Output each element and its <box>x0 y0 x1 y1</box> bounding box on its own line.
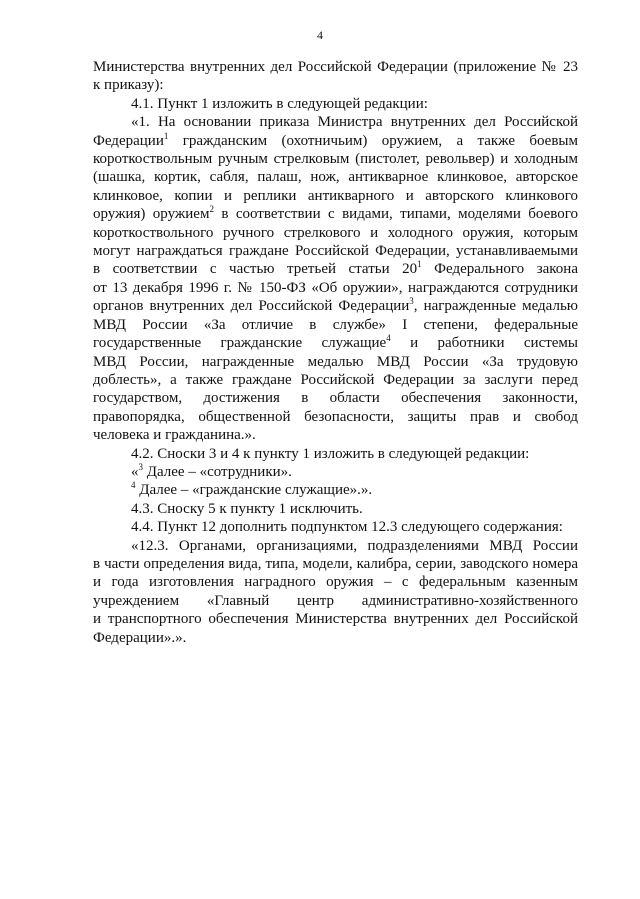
footnote-ref: 1 <box>163 130 169 141</box>
paragraph-4-1: 4.1. Пункт 1 изложить в следующей редакции: <box>131 95 428 112</box>
line: и транспортного обеспечения Министерства внутренних дел Российской <box>93 611 578 628</box>
line-part: гражданским (охотничьим) оружием, а также боевым <box>168 132 578 149</box>
quote-open: « <box>131 463 139 480</box>
footnote-ref: 3 <box>138 461 143 472</box>
line: и года изготовления наградного оружия – с федеральным казенным <box>93 574 578 591</box>
line-part: органов внутренних дел Российской Федерации <box>93 298 410 315</box>
line: Министерства внутренних дел Российской Федерации (приложение № 23 <box>93 59 578 75</box>
line: Федерации».». <box>93 629 187 646</box>
footnote-text: Далее – «гражданские служащие».». <box>135 482 373 499</box>
line <box>93 205 578 223</box>
paragraph-intro <box>93 58 578 95</box>
line: клинковое, копии и реплики антикварного и авторского клинкового <box>93 187 578 204</box>
line-part: в соответствии с частью третьей статьи 20 <box>93 261 418 278</box>
line-part: государственные гражданские служащие <box>93 335 387 352</box>
line <box>93 297 578 315</box>
line: могут награждаться граждане Российской Федерации, устанавливаемыми <box>93 243 578 260</box>
line: к приказу): <box>93 77 164 94</box>
line: «1. На основании приказа Министра внутренних дел Российской <box>131 114 578 131</box>
page-number: 4 <box>317 28 323 42</box>
line-part: Федерации <box>93 132 164 149</box>
footnote-ref: 4 <box>131 480 136 491</box>
paragraph-quoted-12-3 <box>93 537 578 647</box>
line <box>93 260 578 278</box>
line: доблесть», а также граждане Российской Федерации за заслуги перед <box>93 371 578 388</box>
paragraph-4-4: 4.4. Пункт 12 дополнить подпунктом 12.3 следующего содержания: <box>131 519 563 536</box>
line: короткоствольным ручным стрелковым (пистолет, револьвер) и холодным <box>93 151 578 168</box>
line-part: в соответствии с видами, типами, моделями боевого <box>213 206 578 223</box>
superscript: 1 <box>417 259 422 270</box>
line: человека и гражданина.». <box>93 427 256 444</box>
line: короткоствольного ручного стрелкового и холодного оружия, которым <box>93 224 578 241</box>
line: от 13 декабря 1996 г. № 150-ФЗ «Об оружии», награждаются сотрудники <box>93 279 578 296</box>
footnote-ref: 2 <box>209 204 214 215</box>
line-part: , награжденные медалью <box>413 298 578 315</box>
footnote-text: Далее – «сотрудники». <box>143 463 292 480</box>
paragraph-quoted-point-1 <box>93 113 578 444</box>
line: МВД России «За отличие в службе» I степени, федеральные <box>93 316 578 333</box>
line: правопорядка, общественной безопасности, защиты прав и свобод <box>93 408 578 425</box>
footnote-4-text <box>93 481 578 499</box>
line: (шашка, кортик, сабля, палаш, нож, антикварное клинковое, авторское <box>93 169 578 186</box>
paragraph-4-2: 4.2. Сноски 3 и 4 к пункту 1 изложить в следующей редакции: <box>131 445 530 462</box>
line: «12.3. Органами, организациями, подразделениями МВД России <box>131 537 578 554</box>
line <box>93 132 578 150</box>
line <box>93 334 578 352</box>
line-part: Федерального закона <box>421 261 578 278</box>
line: в части определения вида, типа, модели, калибра, серии, заводского номера <box>93 555 578 572</box>
footnote-ref: 3 <box>409 296 414 307</box>
line: государством, достижения в области обеспечения законности, <box>93 390 578 407</box>
footnote-3-text <box>93 463 578 481</box>
footnote-ref: 4 <box>386 333 391 344</box>
line-part: и работники системы <box>390 335 579 352</box>
line: МВД России, награжденные медалью МВД России «За трудовую <box>93 353 578 370</box>
document-body <box>93 58 578 647</box>
line: учреждением «Главный центр административно-хозяйственного <box>93 592 578 609</box>
line-part: оружия) оружием <box>93 206 210 223</box>
paragraph-4-3: 4.3. Сноску 5 к пункту 1 исключить. <box>131 500 363 517</box>
